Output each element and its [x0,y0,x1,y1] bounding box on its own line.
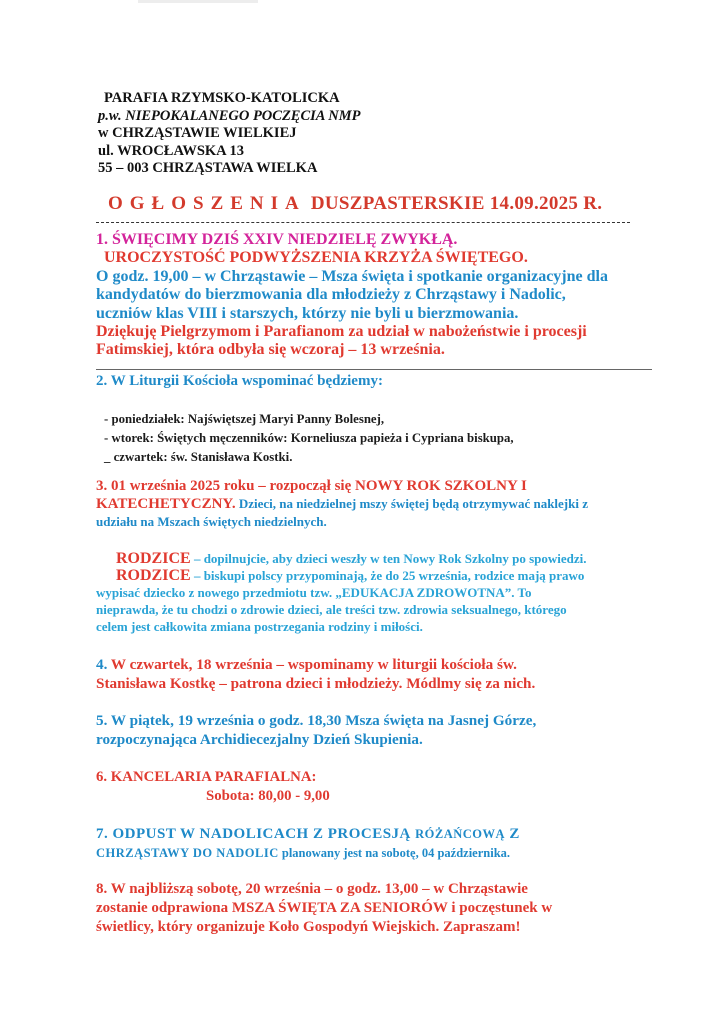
parish-locality: w CHRZĄSTAWIE WIELKIEJ [98,125,297,141]
section-3-body: Dzieci, na niedzielnej mszy świętej będą otrzymywać naklejki z [235,496,588,511]
parents-line: celem jest całkowita zmiana postrzegania rodziny i miłości. [96,619,423,634]
list-item: _ czwartek: św. Stanisława Kostki. [104,450,293,464]
section-4-number: 4. [96,656,108,673]
page-title [108,193,668,215]
section-4-line: Stanisława Kostkę – patrona dzieci i młodzieży. Módlmy się za nich. [96,675,536,692]
section-1-subheading: UROCZYSTOŚĆ PODWYŻSZENIA KRZYŻA ŚWIĘTEGO. [104,249,528,267]
parish-header [98,90,658,178]
title-word-1: OGŁOSZENIA [108,193,306,214]
dashed-divider [96,222,630,223]
section-8-line: świetlicy, który organizuje Koło Gospodyń Wiejskich. Zapraszam! [96,919,521,935]
office-hours: Sobota: 80,00 - 9,00 [206,788,330,804]
section-7-line: 7. ODPUST W NADOLICACH Z PROCESJĄ [96,826,416,842]
section-2-heading: 2. W Liturgii Kościoła wspominać będziemy: [96,373,383,389]
title-word-2: DUSZPASTERSKIE 14.09.2025 R. [310,193,603,214]
section-3-heading-cont: KATECHETYCZNY. [96,496,236,512]
parents-line: wypisać dziecko z nowego przedmiotu tzw. „EDUKACJA ZDROWOTNA”. To [96,585,532,600]
section-6 [96,768,656,806]
section-7-line: Z [505,826,520,842]
section-3-body: udziału na Mszach świętych niedzielnych. [96,514,327,529]
section-6-heading: 6. KANCELARIA PARAFIALNA: [96,769,317,785]
solid-divider [96,369,652,370]
parish-street: ul. WROCŁAWSKA 13 [98,142,244,159]
section-8-line: zostanie odprawiona MSZA ŚWIĘTA ZA SENIORÓW i poczęstunek w [96,900,553,916]
parish-name: PARAFIA RZYMSKO-KATOLICKA [104,90,340,106]
section-1-body-line: kandydatów do bierzmowania dla młodzieży z Chrząstawy i Nadolic, [96,286,566,304]
section-1-body-line: O godz. 19,00 – w Chrząstawie – Msza święta i spotkanie organizacyjne dla [96,267,608,285]
section-3 [96,477,656,531]
section-3-heading: 3. 01 września 2025 roku – rozpoczął się NOWY ROK SZKOLNY I [96,478,527,494]
list-item: - wtorek: Świętych męczenników: Korneliusza papieża i Cypriana biskupa, [104,431,514,445]
section-7 [96,825,656,863]
section-7-line: CHRZĄSTAWY DO NADOLIC [96,846,279,860]
parents-line: – dopilnujcie, aby dzieci weszły w ten Nowy Rok Szkolny po spowiedzi. [190,551,587,566]
section-5-line: 5. W piątek, 19 września o godz. 18,30 Msza święta na Jasnej Górze, [96,712,537,729]
section-8-line: 8. W najbliższą sobotę, 20 września – o godz. 13,00 – w Chrząstawie [96,881,528,897]
section-5-line: rozpoczynająca Archidiecezjalny Dzień Skupienia. [96,731,423,748]
parents-line: – biskupi polscy przypominają, że do 25 września, rodzice mają prawo [190,568,585,583]
parents-line: nieprawda, że tu chodzi o zdrowie dzieci, ale treści tzw. zdrowia seksualnego, którego [96,602,567,617]
section-1-heading: 1. ŚWIĘCIMY DZIŚ XXIV NIEDZIELĘ ZWYKŁĄ. [96,231,458,248]
section-1-thanks-line: Fatimskiej, która odbyła się wczoraj – 13 września. [96,341,445,359]
parents-label: RODZICE [116,550,191,567]
list-item: - poniedziałek: Najświętszej Maryi Panny Bolesnej, [104,412,385,426]
section-4 [96,655,656,693]
section-4-line: W czwartek, 18 września – wspominamy w liturgii kościoła św. [107,656,517,673]
section-1-thanks-line: Dziękuję Pielgrzymom i Parafianom za udział w nabożeństwie i procesji [96,322,587,340]
scan-artifact [138,0,258,3]
section-1-body-line: uczniów klas VIII i starszych, którzy nie byli u bierzmowania. [96,304,519,322]
parish-postal: 55 – 003 CHRZĄSTAWA WIELKA [98,160,318,176]
section-2-list [104,410,664,467]
section-5 [96,711,656,749]
section-8 [96,880,656,937]
parents-label: RODZICE [116,567,191,584]
section-7-line: RÓŻAŃCOWĄ [415,827,506,841]
section-1 [96,231,656,360]
parents-notice [96,550,656,635]
parish-dedication: p.w. NIEPOKALANEGO POCZĘCIA NMP [98,107,361,124]
section-7-line: planowany jest na sobotę, 04 października. [278,846,511,860]
